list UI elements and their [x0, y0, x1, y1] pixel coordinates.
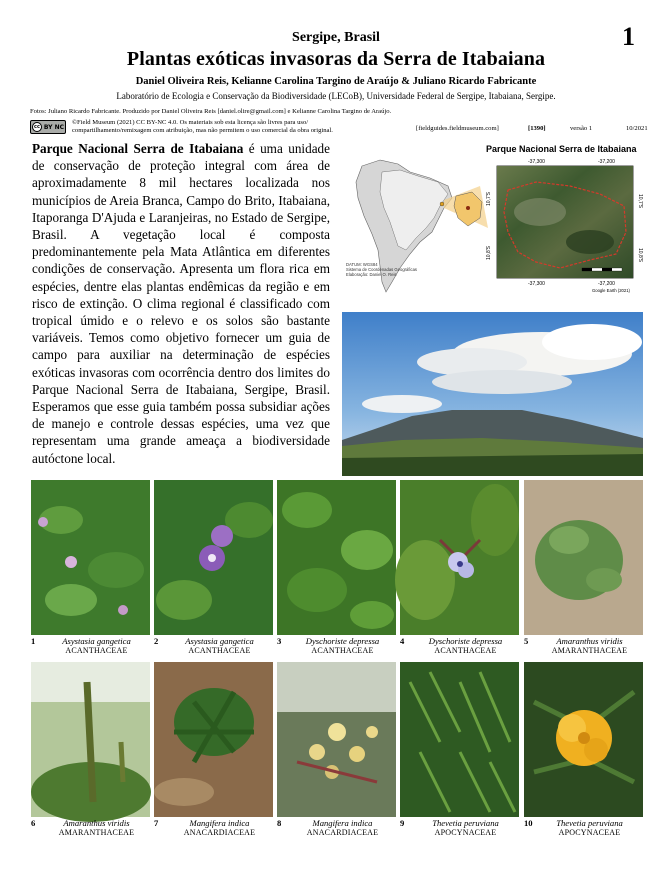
lat-right-2: 10,8'S [637, 248, 643, 263]
version-label: versão 1 [570, 125, 593, 132]
license-line-1: ©Field Museum (2021) CC BY-NC 4.0. Os materiais sob esta licença são livres para uso/ [72, 119, 309, 126]
caption-2: 2 Asystasia gangetica ACANTHACEAE [154, 636, 254, 655]
caption-10: 10 Thevetia peruviana APOCYNACEAE [524, 818, 623, 837]
species-photo-1 [31, 480, 150, 635]
species-photo-3 [277, 480, 396, 635]
license-bar [30, 119, 650, 137]
species-photo-2 [154, 480, 273, 635]
species-photo-10 [524, 662, 643, 817]
photo-credits: Fotos: Juliano Ricardo Fabricante. Produzido por Daniel Oliveira Reis [daniel.olire@gmail.com] e Kelianne Carolina Targino de Araújo. [30, 108, 392, 115]
park-location-dot [466, 206, 470, 210]
intro-lead: Parque Nacional Serra de Itabaiana [32, 141, 244, 156]
license-line-2: compartilhamento/remixagem com atribuição, mas não permitem o uso comercial da obra original. [72, 127, 333, 134]
map-legend: DATUM: WGS84 Sistema de Coordenadas Geográficas Elaboração: Daniel O. Reis [346, 262, 417, 277]
location-map [340, 142, 642, 306]
caption-3: 3 Dyschoriste depressa ACANTHACEAE [277, 636, 380, 655]
map-graphic [340, 142, 642, 306]
intro-paragraph [32, 140, 330, 467]
lat-right-1: 10,7'S [637, 194, 643, 209]
cc-license-icon: cc BY NC [30, 120, 66, 134]
lon-bottom-1: -37,300 [528, 281, 545, 287]
species-photo-5 [524, 480, 643, 635]
caption-9: 9 Thevetia peruviana APOCYNACEAE [400, 818, 499, 837]
caption-4: 4 Dyschoriste depressa ACANTHACEAE [400, 636, 503, 655]
species-photo-8 [277, 662, 396, 817]
site-link[interactable]: [fieldguides.fieldmuseum.com] [416, 125, 499, 132]
caption-8: 8 Mangifera indica ANACARDIACEAE [277, 818, 379, 837]
caption-6: 6 Amaranthus viridis AMARANTHACEAE [31, 818, 135, 837]
caption-7: 7 Mangifera indica ANACARDIACEAE [154, 818, 256, 837]
caption-5: 5 Amaranthus viridis AMARANTHACEAE [524, 636, 628, 655]
region-label: Sergipe, Brasil [292, 30, 380, 45]
map-title: Parque Nacional Serra de Itabaiana [486, 144, 637, 154]
license-text [72, 119, 402, 135]
lab-affiliation: Laboratório de Ecologia e Conservação da Biodiversidade (LECoB), Universidade Federal de Sergipe, Itabaiana, Sergipe. [116, 91, 556, 101]
guide-number: [1390] [528, 125, 546, 132]
caption-1: 1 Asystasia gangetica ACANTHACEAE [31, 636, 131, 655]
map-source: Google Earth (2021) [592, 288, 630, 293]
lon-top-2: -37,200 [598, 159, 615, 165]
date-label: 10/2021 [626, 125, 648, 132]
landscape-photo [342, 312, 643, 476]
species-photo-7 [154, 662, 273, 817]
lat-left-2: 10,8'S [486, 245, 492, 260]
species-photo-6 [31, 662, 150, 817]
page-number: 1 [622, 22, 635, 51]
authors: Daniel Oliveira Reis, Kelianne Carolina Targino de Araújo & Juliano Ricardo Fabricante [135, 76, 537, 87]
lon-top-1: -37,300 [528, 159, 545, 165]
intro-body: é uma unidade de conservação de proteção integral com área de aproximadamente 8 mil hectares localizada nos municípios de Areia Branca, Campo do Brito, Itabaiana, Itaporanga D'Ajuda e Laranjeiras, no Estado de Sergipe, Brasil. A vegetação local é composta predominantemente pela Mata Atlântica em diferentes condições de conservação. Apresenta um flora rica em espécies, dentre elas plantas endêmicas da região e em risco de extinção. O clima regional é classificado com tropical úmido e o relevo e os solos são bastante variáveis. Temos como objetivo fornecer um guia de campo para auxiliar na determinação de espécies exóticas invasoras com ocorrência dentro dos limites do Parque Nacional Serra de Itabaiana, Sergipe, Brasil. Esperamos que esse guia também possa subsidiar ações de manejo e controle dessas espécies, uma vez que representam uma grande ameaça a biodiversidade autóctone local. [32, 141, 330, 466]
sergipe-marker [440, 202, 444, 206]
page-title: Plantas exóticas invasoras da Serra de Itabaiana [126, 48, 546, 70]
lat-left-1: 10,7'S [486, 191, 492, 206]
species-photo-9 [400, 662, 519, 817]
species-photo-4 [400, 480, 519, 635]
lon-bottom-2: -37,200 [598, 281, 615, 287]
